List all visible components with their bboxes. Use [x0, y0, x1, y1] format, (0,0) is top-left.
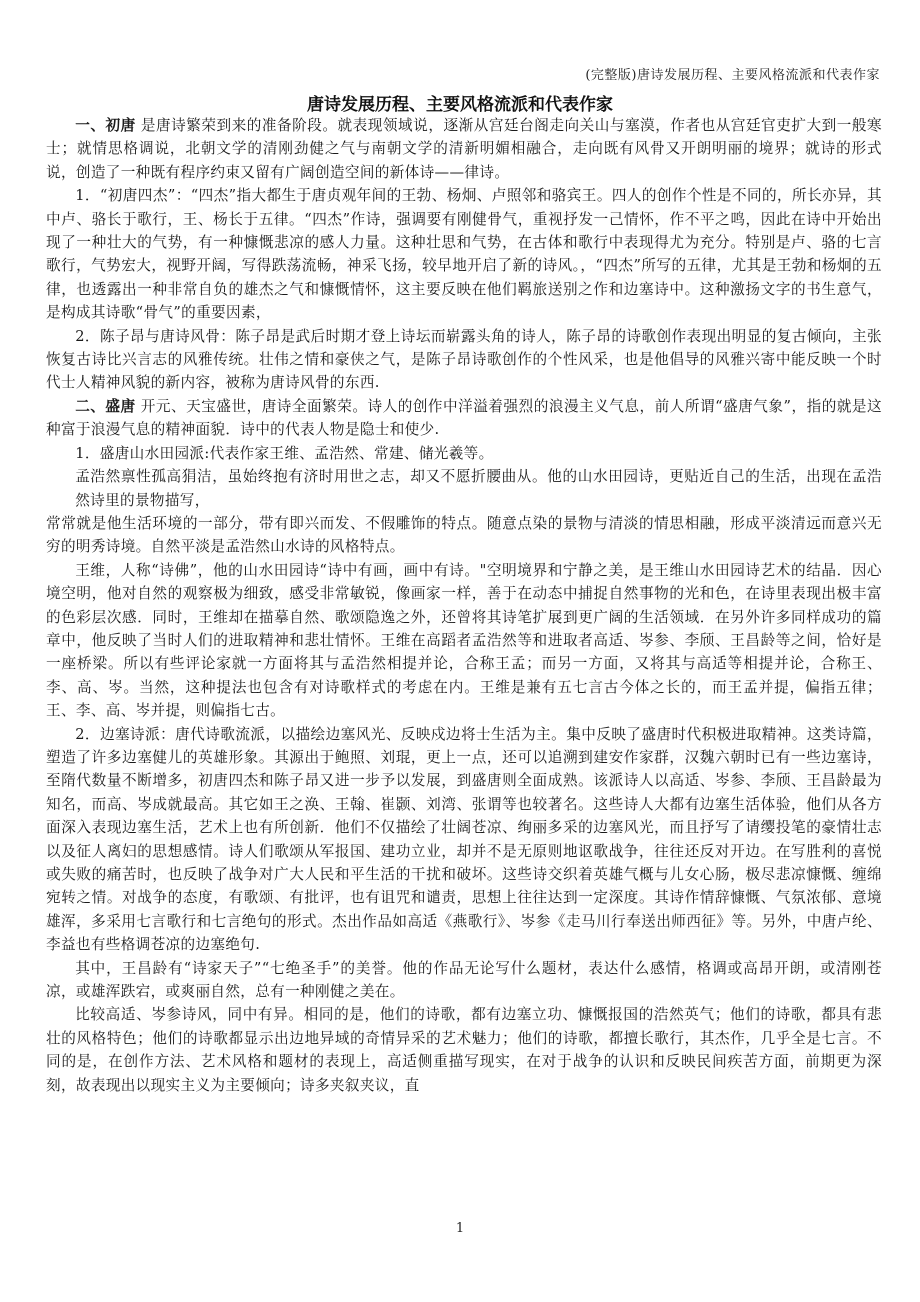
page-number: 1	[455, 1221, 465, 1236]
paragraph: 1．“初唐四杰”：“四杰”指大都生于唐贞观年间的王勃、杨炯、卢照邻和骆宾王。四人的创作个性是不同的，所长亦异，其中卢、骆长于歌行，王、杨长于五律。“四杰”作诗，强调要有刚健骨气，重视抒发一己情怀，作不平之鸣，因此在诗中开始出现了一种壮大的气势，有一种慷慨悲凉的感人力量。这种壮思和气势，在古体和歌行中表现得尤为充分。特别是卢、骆的七言歌行，气势宏大，视野开阔，写得跌荡流畅，神采飞扬，较早地开启了新的诗风。，“四杰”所写的五律，尤其是王勃和杨炯的五律，也透露出一种非常自负的雄杰之气和慷慨情怀，这主要反映在他们羁旅送别之作和边塞诗中。这种激扬文字的书生意气，是构成其诗歌“骨气”的重要因素，	[46, 187, 882, 322]
paragraph: 2．边塞诗派：唐代诗歌流派，以描绘边塞风光、反映戍边将士生活为主。集中反映了盛唐时代积极进取精神。这类诗篇，塑造了许多边塞健儿的英雄形象。其源出于鲍照、刘琨，更上一点，还可以追溯到建安作家群，汉魏六朝时已有一些边塞诗，至隋代数量不断增多，初唐四杰和陈子昂又进一步予以发展，到盛唐则全面成熟。该派诗人以高适、岑参、李颀、王昌龄最为知名，而高、岑成就最高。其它如王之涣、王翰、崔颢、刘湾、张谓等也较著名。这些诗人大都有边塞生活体验，他们从各方面深入表现边塞生活，艺术上也有所创新．他们不仅描绘了壮阔苍凉、绚丽多采的边塞风光，而且抒写了请缨投笔的豪情壮志以及征人离妇的思想感情。诗人们歌颂从军报国、建功立业，却并不是无原则地讴歌战争，往往还反对开边。在写胜利的喜悦或失败的痛苦时，也反映了战争对广大人民和平生活的干扰和破坏。这些诗交织着英雄气概与儿女心肠，极尽悲凉慷慨、缠绵宛转之情。对战争的态度，有歌颂、有批评，也有诅咒和谴责，思想上往往达到一定深度。其诗作情辞慷慨、气氛浓郁、意境雄浑，多采用七言歌行和七言绝句的形式。杰出作品如高适《燕歌行》、岑参《走马川行奉送出师西征》等。另外，中唐卢纶、李益也有些格调苍凉的边塞绝句.	[46, 725, 882, 954]
document-title: 唐诗发展历程、主要风格流派和代表作家	[307, 95, 613, 115]
paragraph: 常常就是他生活环境的一部分，带有即兴而发、不假雕饰的特点。随意点染的景物与清淡的情思相融，形成平淡清远而意兴无穷的明秀诗境。自然平淡是孟浩然山水诗的风格特点。	[46, 514, 882, 556]
paragraph	[46, 114, 882, 184]
section-heading: 一、初唐	[75, 117, 136, 134]
paragraph: 其中，王昌龄有“诗家天子”“七绝圣手”的美誉。他的作品无论写什么题材，表达什么感情，格调或高昂开朗，或清刚苍凉，或雄浑跌宕，或爽丽自然，总有一种刚健之美在。	[46, 959, 882, 1001]
paragraph	[46, 395, 882, 442]
paragraph: 孟浩然禀性孤高狷洁，虽始终抱有济时用世之志，却又不愿折腰曲从。他的山水田园诗，更贴近自己的生活，出现在孟浩然诗里的景物描写，	[75, 468, 882, 509]
paragraph: 2．陈子昂与唐诗风骨：陈子昂是武后时期才登上诗坛而崭露头角的诗人，陈子昂的诗歌创作表现出明显的复古倾向，主张恢复古诗比兴言志的风雅传统。壮伟之情和豪侠之气，是陈子昂诗歌创作的个性风采，也是他倡导的风雅兴寄中能反映一个时代士人精神风貌的新内容，被称为唐诗风骨的东西.	[46, 327, 882, 392]
document-body	[46, 114, 882, 1097]
paragraph: 比较高适、岑参诗风，同中有异。相同的是，他们的诗歌，都有边塞立功、慷慨报国的浩然英气；他们的诗歌，都具有悲壮的风格特色；他们的诗歌都显示出边地异域的奇情异采的艺术魅力；他们的诗歌，都擅长歌行，其杰作，几乎全是七言。不同的是，在创作方法、艺术风格和题材的表现上，高适侧重描写现实，在对于战争的认识和反映民间疾苦方面，前期更为深刻，故表现出以现实主义为主要倾向；诗多夹叙夹议，直	[46, 1006, 882, 1094]
paragraph-text: 是唐诗繁荣到来的准备阶段。就表现领域说，逐渐从宫廷台阁走向关山与塞漠，作者也从宫廷官吏扩大到一般寒士；就情思格调说，北朝文学的清刚劲健之气与南朝文学的清新明媚相融合，走向既有风骨又开朗明丽的境界；就诗的形式说，创造了一种既有程序约束又留有广阔创造空间的新体诗——律诗。	[46, 117, 882, 181]
paragraph: 王维，人称“诗佛”，他的山水田园诗“诗中有画，画中有诗。"空明境界和宁静之美，是王维山水田园诗艺术的结晶．因心境空明，他对自然的观察极为细致，感受非常敏锐，像画家一样，善于在动态中捕捉自然事物的光和色，在诗里表现出极丰富的色彩层次感．同时，王维却在描摹自然、歌颂隐逸之外，还曾将其诗笔扩展到更广阔的生活领域．在另外许多同样成功的篇章中，他反映了当时人们的进取精神和悲壮情怀。王维在高蹈者孟浩然等和进取者高适、岑参、李颀、王昌龄等之间，恰好是一座桥梁。所以有些评论家就一方面将其与孟浩然相提并论，合称王孟；而另一方面，又将其与高适等相提并论，合称王、李、高、岑。当然，这种提法也包含有对诗歌样式的考虑在内。王维是兼有五七言古今体之长的，而王孟并提，偏指五律；王、李、高、岑并提，则偏指七古。	[46, 561, 882, 720]
paragraph-text: 开元、天宝盛世，唐诗全面繁荣。诗人的创作中洋溢着强烈的浪漫主义气息，前人所谓“盛唐气象”，指的就是这种富于浪漫气息的精神面貌．诗中的代表人物是隐士和使少.	[46, 397, 882, 439]
running-header: (完整版)唐诗发展历程、主要风格流派和代表作家	[585, 68, 880, 83]
paragraph: 1．盛唐山水田园派:代表作家王维、孟浩然、常建、储光羲等。	[75, 444, 494, 462]
section-heading: 二、盛唐	[75, 397, 136, 415]
